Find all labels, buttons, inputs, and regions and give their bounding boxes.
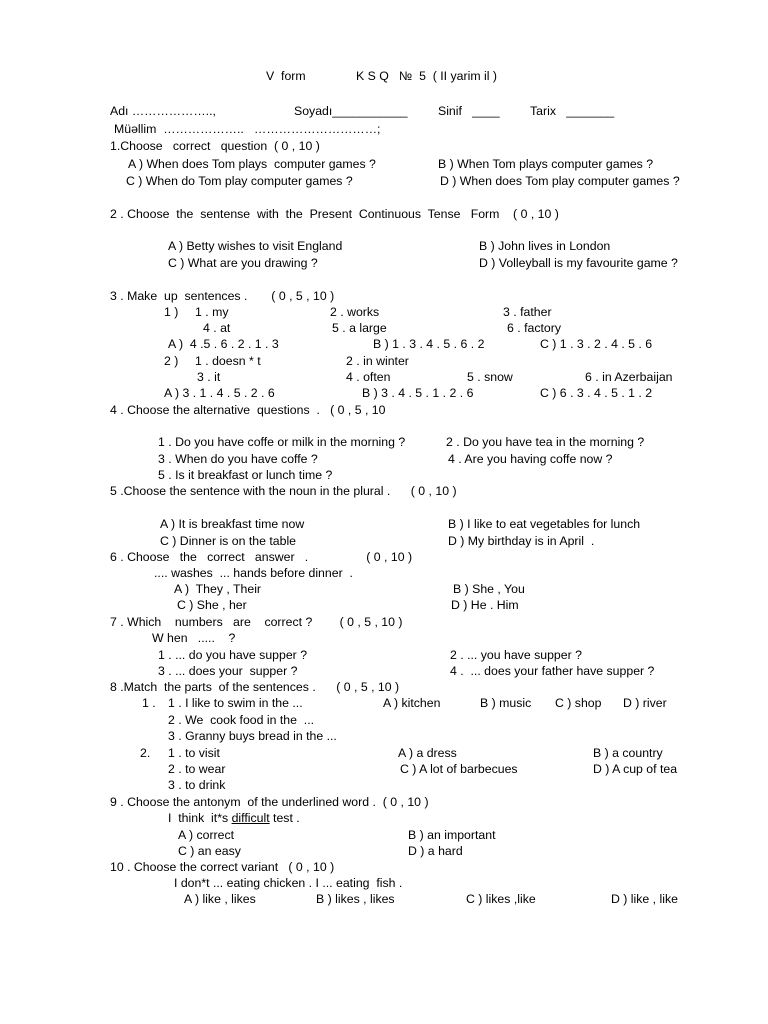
q3-s1-option-c: C ) 1 . 3 . 2 . 4 . 5 . 6 — [540, 337, 653, 351]
q7-option-3: 3 . ... does your supper ? — [158, 664, 298, 678]
q3-s1-word: 2 . works — [330, 305, 380, 319]
q8-group2-option-c: C ) A lot of barbecues — [400, 762, 518, 776]
q3-s2-option-a: A ) 3 . 1 . 4 . 5 . 2 . 6 — [164, 386, 275, 400]
q4-option-1: 1 . Do you have coffe or milk in the morning ? — [158, 435, 406, 449]
q8-group2-option-d: D ) A cup of tea — [593, 762, 678, 776]
teacher-field: Müəllim ……………….. …………………………; — [114, 122, 381, 136]
q3-s1-option-a: A ) 4 .5 . 6 . 2 . 1 . 3 — [168, 337, 279, 351]
q2-option-d: D ) Volleyball is my favourite game ? — [479, 256, 678, 270]
q2-option-c: C ) What are you drawing ? — [168, 256, 318, 270]
q9-underlined-word: difficult — [231, 811, 270, 825]
q2-option-a: A ) Betty wishes to visit England — [168, 239, 343, 253]
q3-s2-word: 3 . it — [197, 370, 221, 384]
q9-option-c: C ) an easy — [178, 844, 241, 858]
q3-s1-word: 6 . factory — [507, 321, 561, 335]
q10-option-b: B ) likes , likes — [316, 892, 395, 906]
q3-s1-word: 3 . father — [503, 305, 552, 319]
q2-title: 2 . Choose the sentense with the Present Continuous Tense Form ( 0 , 10 ) — [110, 207, 559, 221]
q8-group2-item: 3 . to drink — [168, 778, 226, 792]
q1-title: 1.Choose correct question ( 0 , 10 ) — [110, 139, 320, 153]
q1-option-d: D ) When does Tom play computer games ? — [440, 174, 680, 188]
q9-option-d: D ) a hard — [408, 844, 463, 858]
q3-s1-number: 1 ) — [164, 305, 179, 319]
q6-option-d: D ) He . Him — [451, 598, 519, 612]
q9-stem-start: I think it*s — [168, 811, 229, 825]
q4-option-2: 2 . Do you have tea in the morning ? — [446, 435, 645, 449]
q8-group2-number: 2. — [140, 746, 151, 760]
q3-s2-number: 2 ) — [164, 354, 179, 368]
q6-option-c: C ) She , her — [177, 598, 247, 612]
q7-option-1: 1 . ... do you have supper ? — [158, 648, 308, 662]
q8-group1-option-b: B ) music — [480, 696, 532, 710]
q1-option-b: B ) When Tom plays computer games ? — [438, 157, 654, 171]
q1-option-c: C ) When do Tom play computer games ? — [126, 174, 353, 188]
q10-title: 10 . Choose the correct variant ( 0 , 10 ) — [110, 860, 335, 874]
name-field: Adı ……………….., — [110, 104, 216, 118]
class-field: Sinif ____ — [438, 104, 500, 118]
q3-s2-word: 6 . in Azerbaijan — [585, 370, 673, 384]
q3-s2-word: 5 . snow — [467, 370, 513, 384]
q8-group1-item: 3 . Granny buys bread in the ... — [168, 729, 337, 743]
q10-option-a: A ) like , likes — [184, 892, 256, 906]
q3-s2-option-c: C ) 6 . 3 . 4 . 5 . 1 . 2 — [540, 386, 653, 400]
title-form: V form — [266, 69, 306, 83]
q4-option-5: 5 . Is it breakfast or lunch time ? — [158, 468, 333, 482]
q3-title: 3 . Make up sentences . ( 0 , 5 , 10 ) — [110, 289, 335, 303]
q4-title: 4 . Choose the alternative questions . ( 0 , 5 , 10 — [110, 403, 386, 417]
q10-stem: I don*t ... eating chicken . I ... eating fish . — [174, 876, 403, 890]
q6-stem: .... washes ... hands before dinner . — [154, 566, 353, 580]
q8-group2-item: 2 . to wear — [168, 762, 226, 776]
q3-s1-word: 5 . a large — [332, 321, 387, 335]
q8-group2-item: 1 . to visit — [168, 746, 220, 760]
q6-title: 6 . Choose the correct answer . ( 0 , 10 ) — [110, 550, 413, 564]
q8-group1-number: 1 . — [142, 696, 156, 710]
q9-option-a: A ) correct — [178, 828, 235, 842]
q5-option-a: A ) It is breakfast time now — [160, 517, 305, 531]
q3-s2-word: 4 . often — [346, 370, 391, 384]
surname-field: Soyadı___________ — [294, 104, 408, 118]
q3-s1-word: 4 . at — [203, 321, 231, 335]
q9-option-b: B ) an important — [408, 828, 496, 842]
q3-s1-option-b: B ) 1 . 3 . 4 . 5 . 6 . 2 — [373, 337, 485, 351]
q7-option-4: 4 . ... does your father have supper ? — [450, 664, 655, 678]
q8-group1-option-c: C ) shop — [555, 696, 602, 710]
q8-group2-option-a: A ) a dress — [398, 746, 457, 760]
q7-stem: W hen ..... ? — [152, 631, 236, 645]
title-ksq: K S Q № 5 ( II yarim il ) — [356, 69, 497, 83]
q8-group1-item: 2 . We cook food in the ... — [168, 713, 315, 727]
q10-option-d: D ) like , like — [611, 892, 678, 906]
q3-s1-word: 1 . my — [195, 305, 229, 319]
q4-option-3: 3 . When do you have coffe ? — [158, 452, 318, 466]
q5-option-b: B ) I like to eat vegetables for lunch — [448, 517, 641, 531]
q6-option-b: B ) She , You — [453, 582, 525, 596]
q8-group1-item: 1 . I like to swim in the ... — [168, 696, 303, 710]
q4-option-4: 4 . Are you having coffe now ? — [448, 452, 613, 466]
q6-option-a: A ) They , Their — [174, 582, 262, 596]
q8-group1-option-a: A ) kitchen — [383, 696, 441, 710]
q3-s2-option-b: B ) 3 . 4 . 5 . 1 . 2 . 6 — [362, 386, 474, 400]
q3-s2-word: 1 . doesn * t — [195, 354, 261, 368]
q9-stem-end: test . — [273, 811, 300, 825]
q10-option-c: C ) likes ,like — [466, 892, 536, 906]
q2-option-b: B ) John lives in London — [479, 239, 611, 253]
q9-title: 9 . Choose the antonym of the underlined word . ( 0 , 10 ) — [110, 795, 429, 809]
q5-option-d: D ) My birthday is in April . — [448, 534, 595, 548]
q8-group1-option-d: D ) river — [623, 696, 667, 710]
date-field: Tarix _______ — [530, 104, 615, 118]
q3-s2-word: 2 . in winter — [346, 354, 409, 368]
q1-option-a: A ) When does Tom plays computer games ? — [128, 157, 376, 171]
q5-title: 5 .Choose the sentence with the noun in the plural . ( 0 , 10 ) — [110, 484, 457, 498]
q9-stem — [168, 812, 300, 824]
q7-title: 7 . Which numbers are correct ? ( 0 , 5 , 10 ) — [110, 615, 403, 629]
q5-option-c: C ) Dinner is on the table — [160, 534, 297, 548]
q8-title: 8 .Match the parts of the sentences . ( 0 , 5 , 10 ) — [110, 680, 400, 694]
q8-group2-option-b: B ) a country — [593, 746, 663, 760]
q7-option-2: 2 . ... you have supper ? — [450, 648, 582, 662]
